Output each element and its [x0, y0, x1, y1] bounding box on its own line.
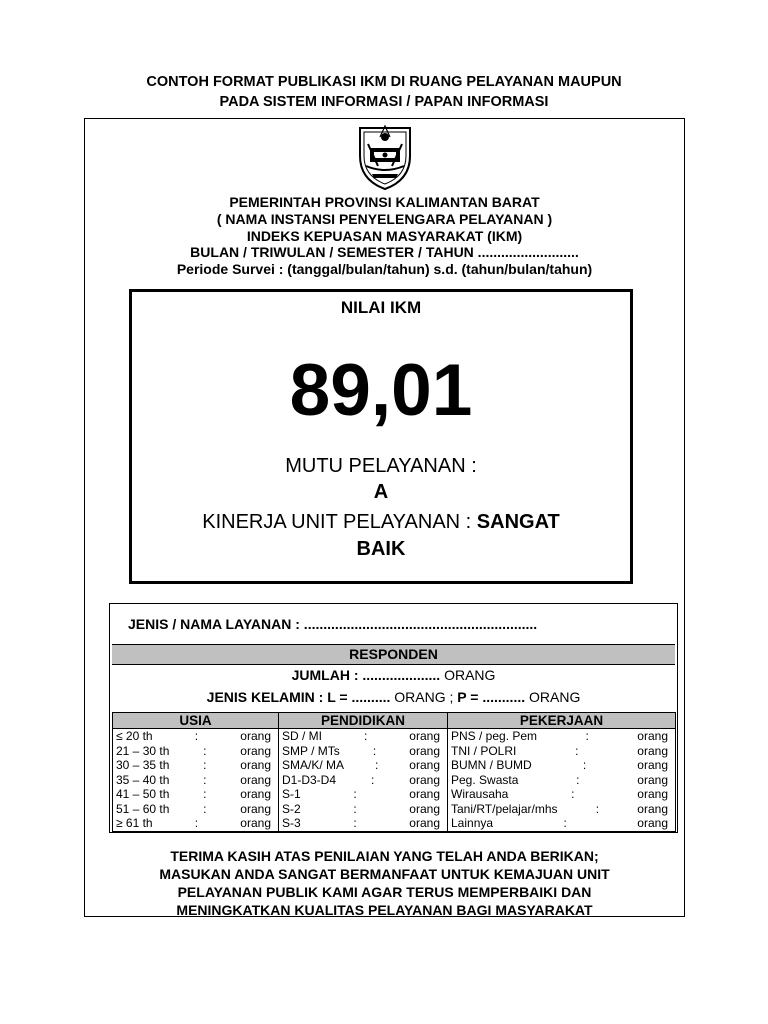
- separator: :: [576, 772, 580, 787]
- unit-label: orang: [637, 758, 668, 772]
- survey-period: Periode Survei : (tanggal/bulan/tahun) s.d. (tahun/bulan/tahun): [176, 261, 593, 277]
- separator: :: [203, 743, 207, 758]
- gender-unit-p: ORANG: [529, 689, 581, 705]
- separator: :: [353, 801, 357, 816]
- publication-frame: [84, 118, 685, 917]
- separator: :: [203, 801, 207, 816]
- separator: :: [575, 743, 579, 758]
- ikm-value: 89,01: [289, 350, 473, 431]
- category-label: Wirausaha: [451, 787, 509, 801]
- provincial-crest-icon: [354, 122, 416, 192]
- table-row: [113, 729, 676, 744]
- category-label: BUMN / BUMD: [451, 758, 532, 772]
- unit-label: orang: [409, 787, 440, 801]
- thank-you-message: [85, 847, 684, 919]
- unit-label: orang: [240, 772, 271, 787]
- unit-label: orang: [637, 816, 668, 830]
- table-cell: [279, 773, 448, 788]
- category-label: S-3: [282, 816, 301, 830]
- category-label: S-2: [282, 801, 301, 816]
- ikm-score-box: [129, 289, 633, 584]
- separator: :: [203, 758, 207, 772]
- table-cell: [448, 758, 676, 773]
- column-header: USIA: [113, 713, 279, 729]
- respondent-panel: [109, 603, 678, 833]
- performance-value-cont: BAIK: [356, 538, 406, 560]
- gender-line: [110, 689, 677, 705]
- table-row: [113, 744, 676, 759]
- service-type-line: JENIS / NAMA LAYANAN : ............................................................: [128, 616, 538, 632]
- separator: :: [194, 729, 199, 743]
- org-name: PEMERINTAH PROVINSI KALIMANTAN BARAT: [229, 194, 540, 210]
- table-cell: [448, 787, 676, 802]
- table-row: [113, 816, 676, 831]
- separator: :: [353, 816, 357, 830]
- table-cell: [448, 773, 676, 788]
- service-quality-value: A: [373, 481, 389, 503]
- table-cell: [279, 816, 448, 831]
- separator: :: [571, 787, 575, 801]
- unit-label: orang: [240, 758, 271, 772]
- service-quality-label: MUTU PELAYANAN :: [285, 455, 477, 477]
- gender-p: P = ...........: [457, 689, 526, 705]
- unit-label: orang: [409, 758, 440, 772]
- respondent-count-unit: ORANG: [444, 667, 496, 683]
- thank-you-line: TERIMA KASIH ATAS PENILAIAN YANG TELAH ANDA BERIKAN;: [170, 848, 599, 864]
- document-heading-line-1: CONTOH FORMAT PUBLIKASI IKM DI RUANG PELAYANAN MAUPUN: [146, 74, 622, 90]
- category-label: Peg. Swasta: [451, 772, 519, 787]
- unit-label: orang: [409, 729, 440, 743]
- thank-you-line: PELAYANAN PUBLIK KAMI AGAR TERUS MEMPERBAIKI DAN: [177, 884, 592, 900]
- unit-label: orang: [637, 743, 668, 758]
- thank-you-line: MENINGKATKAN KUALITAS PELAYANAN BAGI MASYARAKAT: [176, 902, 593, 918]
- gender-label: JENIS KELAMIN : L = ..........: [206, 689, 391, 705]
- table-cell: [113, 729, 279, 744]
- separator: :: [595, 801, 600, 816]
- table-cell: [448, 729, 676, 744]
- table-cell: [113, 773, 279, 788]
- category-label: 21 – 30 th: [116, 743, 170, 758]
- category-label: 35 – 40 th: [116, 772, 170, 787]
- respondent-count-line: [110, 667, 677, 683]
- demographics-header-row: [113, 713, 676, 729]
- category-label: 51 – 60 th: [116, 801, 170, 816]
- unit-label: orang: [240, 816, 271, 830]
- category-label: SMA/K/ MA: [282, 758, 345, 772]
- unit-label: orang: [240, 743, 271, 758]
- category-label: SD / MI: [282, 729, 323, 743]
- unit-label: orang: [240, 801, 271, 816]
- separator: :: [374, 758, 379, 772]
- separator: :: [363, 729, 368, 743]
- column-header: PEKERJAAN: [448, 713, 676, 729]
- table-cell: [448, 816, 676, 831]
- table-cell: [113, 758, 279, 773]
- table-row: [113, 802, 676, 817]
- ikm-label: NILAI IKM: [340, 298, 422, 317]
- unit-label: orang: [637, 787, 668, 801]
- unit-label: orang: [240, 729, 271, 743]
- category-label: 41 – 50 th: [116, 787, 170, 801]
- performance-label: KINERJA UNIT PELAYANAN :: [202, 511, 472, 533]
- table-cell: [279, 802, 448, 817]
- unit-label: orang: [637, 729, 668, 743]
- unit-label: orang: [409, 816, 440, 830]
- separator: :: [563, 816, 567, 830]
- table-cell: [113, 816, 279, 831]
- category-label: 30 – 35 th: [116, 758, 170, 772]
- unit-label: orang: [637, 801, 668, 816]
- table-cell: [448, 802, 676, 817]
- thank-you-line: MASUKAN ANDA SANGAT BERMANFAAT UNTUK KEMAJUAN UNIT: [159, 866, 610, 882]
- separator: :: [203, 772, 207, 787]
- category-label: ≥ 61 th: [116, 816, 153, 830]
- respondent-header: RESPONDEN: [112, 644, 675, 665]
- demographics-table: [112, 712, 676, 832]
- separator: :: [194, 816, 199, 830]
- agency-name: ( NAMA INSTANSI PENYELENGARA PELAYANAN ): [216, 211, 553, 227]
- table-cell: [113, 787, 279, 802]
- category-label: SMP / MTs: [282, 743, 340, 758]
- separator: :: [372, 743, 377, 758]
- table-row: [113, 773, 676, 788]
- table-cell: [279, 729, 448, 744]
- unit-label: orang: [240, 787, 271, 801]
- table-cell: [448, 744, 676, 759]
- category-label: Lainnya: [451, 816, 494, 830]
- column-header: PENDIDIKAN: [279, 713, 448, 729]
- table-cell: [113, 744, 279, 759]
- performance-value: SANGAT: [476, 511, 560, 533]
- category-label: PNS / peg. Pem: [451, 729, 538, 743]
- index-title: INDEKS KEPUASAN MASYARAKAT (IKM): [246, 228, 523, 244]
- category-label: ≤ 20 th: [116, 729, 153, 743]
- gender-unit-l: ORANG ;: [394, 689, 454, 705]
- performance-line: [132, 509, 630, 563]
- period-line: BULAN / TRIWULAN / SEMESTER / TAHUN ..........................: [190, 244, 579, 260]
- unit-label: orang: [637, 772, 668, 787]
- unit-label: orang: [409, 743, 440, 758]
- category-label: D1-D3-D4: [282, 772, 337, 787]
- document-heading-line-2: PADA SISTEM INFORMASI / PAPAN INFORMASI: [219, 94, 549, 110]
- separator: :: [203, 787, 207, 801]
- category-label: TNI / POLRI: [451, 743, 517, 758]
- separator: :: [582, 758, 587, 772]
- table-cell: [279, 758, 448, 773]
- category-label: Tani/RT/pelajar/mhs: [451, 801, 558, 816]
- table-cell: [279, 787, 448, 802]
- separator: :: [353, 787, 357, 801]
- respondent-count-label: JUMLAH : ....................: [291, 667, 441, 683]
- unit-label: orang: [409, 772, 440, 787]
- table-row: [113, 758, 676, 773]
- table-cell: [113, 802, 279, 817]
- separator: :: [585, 729, 589, 743]
- category-label: S-1: [282, 787, 301, 801]
- table-cell: [279, 744, 448, 759]
- separator: :: [370, 772, 375, 787]
- table-row: [113, 787, 676, 802]
- unit-label: orang: [409, 801, 440, 816]
